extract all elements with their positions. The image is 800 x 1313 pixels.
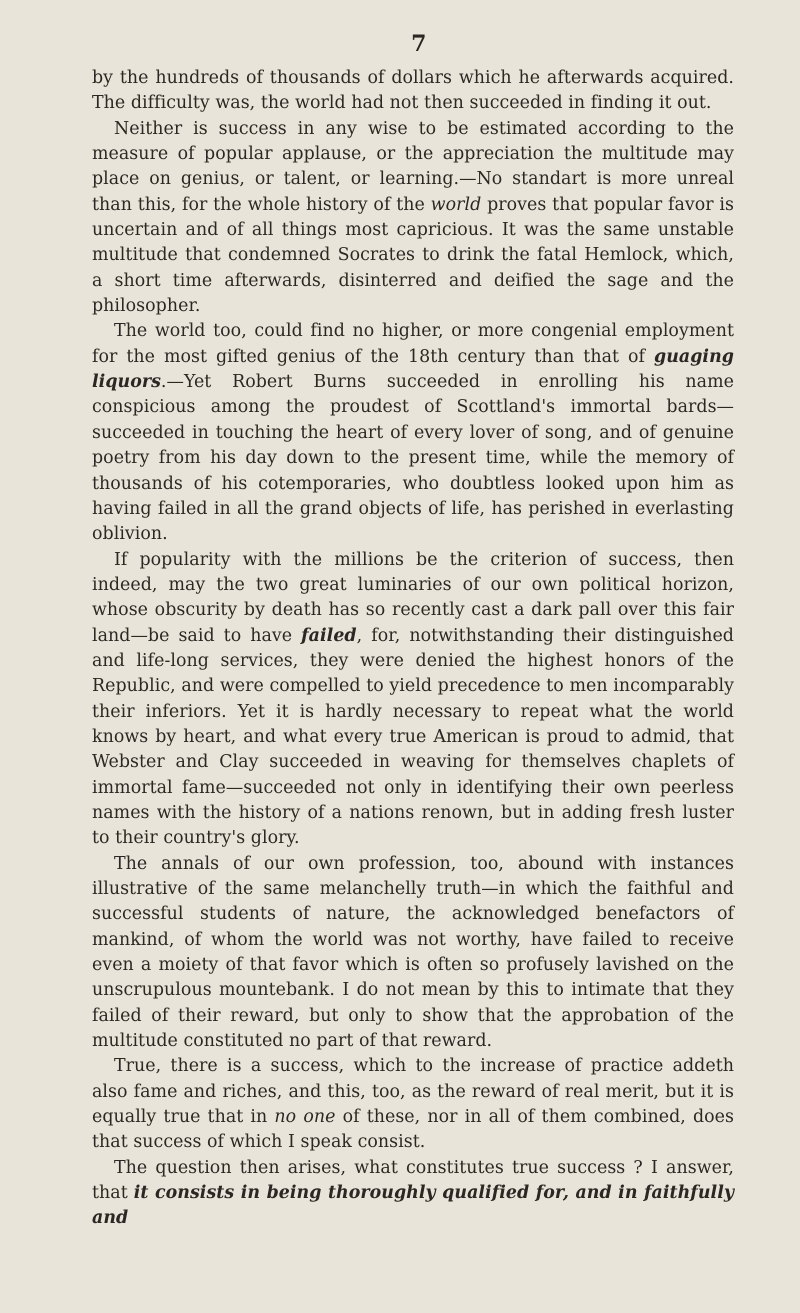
- text-run: of these, nor in all of them combined, does that success of which I speak consist.: [92, 1107, 734, 1153]
- paragraph: [92, 117, 734, 320]
- text-run: Neither is success in any wise to be estimated according to the measure of popular applause, or the appreciation the multitude may place on genius, or talent, or learning.—No standart is more unreal than this, for the whole history of the: [92, 118, 734, 215]
- paragraph: [92, 852, 734, 1055]
- paragraph: [92, 1054, 734, 1155]
- paragraph: [92, 319, 734, 547]
- emphasized-text: guaging liquors: [92, 346, 734, 393]
- text-run: .—Yet Robert Burns succeeded in enrolling his name conspicious among the proudest of Scottland's immortal bards—succeeded in touching the heart of every lover of song, and of genuine poetry from his day down to the present time, while the memory of thousands of his cotemporaries, who doubtless looked upon him as having failed in all the grand objects of life, has perished in everlasting oblivion.: [92, 372, 734, 545]
- text-run: , for, notwithstanding their distinguished and life-long services, they were denied the highest honors of the Republic, and were compelled to yield precedence to men incomparably their inferiors. Yet it is hardly necessary to repeat what the world knows by heart, and what every true American is proud to admid, that Webster and Clay succeeded in weaving for themselves chaplets of immortal fame—succeeded not only in identifying their own peerless names with the history of a nations renown, but in adding fresh luster to their country's glory.: [92, 625, 734, 849]
- text-run: by the hundreds of thousands of dollars which he afterwards acquired. The difficulty was, the world had not then succeeded in finding it out.: [92, 68, 734, 114]
- page-number: 7: [411, 31, 427, 57]
- emphasized-text: it consists in being thoroughly qualified for, and in faithfully and: [92, 1183, 734, 1229]
- text-run: The question then arises, what constitutes true success ? I answer, that: [92, 1157, 734, 1204]
- italic-text: no one: [274, 1107, 336, 1128]
- text-run: The annals of our own profession, too, abound with instances illustrative of the same melanchelly truth—in which the faithful and successful students of nature, the acknowledged benefactors of mankind, of whom the world was not worthy, have failed to receive even a moiety of that favor which is often so profusely lavished on the unscrupulous mountebank. I do not mean by this to intimate that they failed of their reward, but only to show that the approbation of the multitude constituted no part of that reward.: [92, 853, 734, 1052]
- paragraph: [92, 66, 734, 117]
- paragraph: [92, 548, 734, 852]
- body-text: [92, 66, 734, 1232]
- text-run: True, there is a success, which to the increase of practice addeth also fame and riches, and this, too, as the reward of real merit, but it is equally true that in: [92, 1056, 734, 1128]
- text-run: If popularity with the millions be the criterion of success, then indeed, may the two great luminaries of our own political horizon, whose obscurity by death has so recently cast a dark pall over this fair land—be said to have: [92, 549, 734, 646]
- emphasized-text: failed: [301, 625, 357, 646]
- italic-text: world: [430, 194, 482, 215]
- text-run: proves that popular favor is uncertain and of all things most capricious. It was the same unstable multitude that condemned Socrates to drink the fatal Hemlock, which, a short time afterwards, disinterred and deified the sage and the philosopher.: [92, 194, 735, 317]
- paragraph: [92, 1156, 734, 1232]
- text-run: The world too, could find no higher, or more congenial employment for the most gifted genius of the 18th century than that of: [92, 321, 734, 367]
